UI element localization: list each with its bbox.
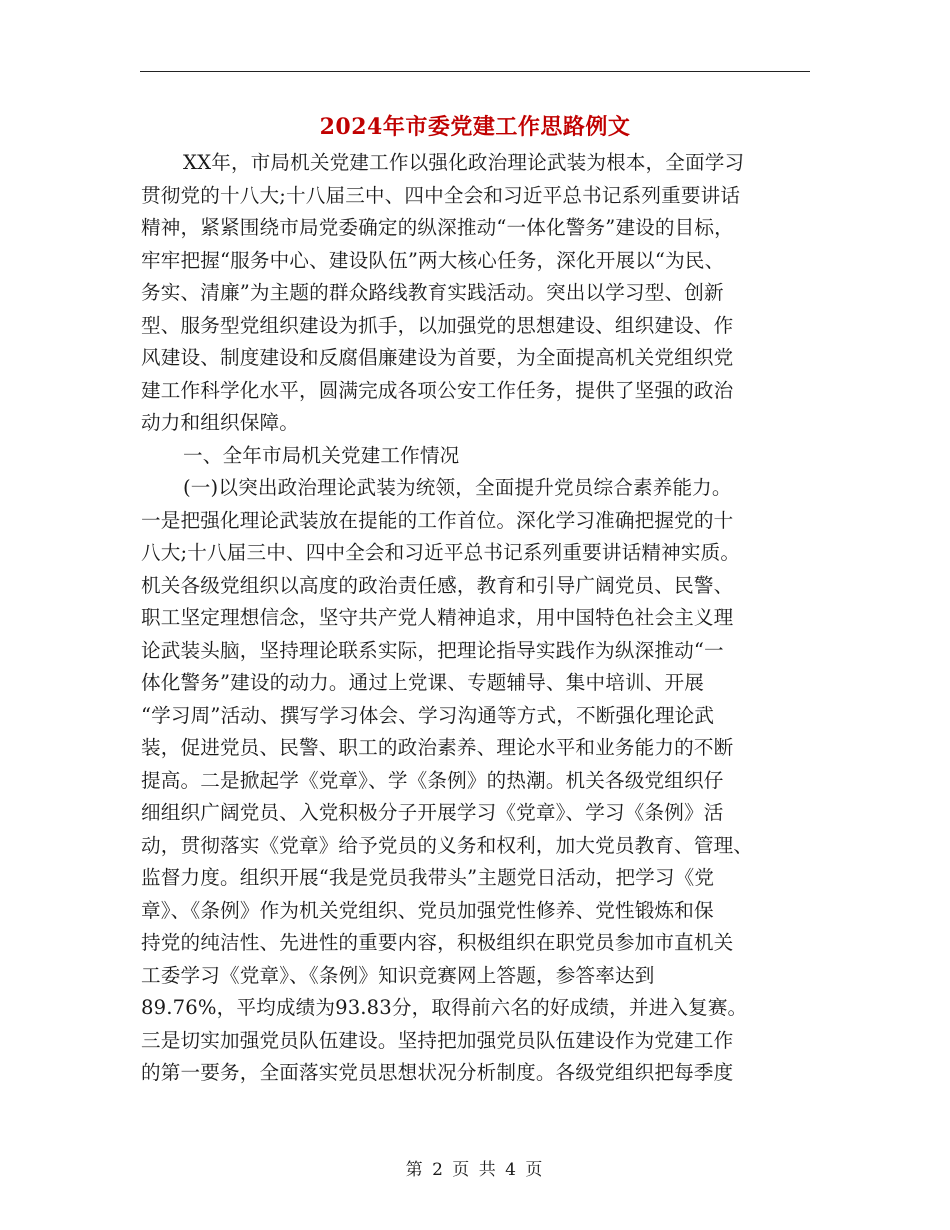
body-line: 机关各级党组织以高度的政治责任感，教育和引导广阔党员、民警、 [141,573,734,597]
body-line: 精神，紧紧围绕市局党委确定的纵深推动“一体化警务”建设的目标， [141,216,734,239]
body-line: 监督力度。组织开展“我是党员我带头”主题党日活动，把学习《党 [141,866,715,889]
body-line: “学习周”活动、撰写学习体会、学习沟通等方式，不断强化理论武 [141,703,715,727]
body-line: XX年，市局机关党建工作以强化政治理论武装为根本，全面学习 [183,151,745,174]
body-line: 持党的纯洁性、先进性的重要内容，积极组织在职党员参加市直机关 [141,931,734,954]
body-line: 型、服务型党组织建设为抓手，以加强党的思想建设、组织建设、作 [141,313,734,337]
body-line: 风建设、制度建设和反腐倡廉建设为首要，为全面提高机关党组织党 [141,346,734,369]
body-line: 的第一要务，全面落实党员思想状况分析制度。各级党组织把每季度 [141,1061,734,1084]
body-line: 八大;十八届三中、四中全会和习近平总书记系列重要讲话精神实质。 [141,541,741,564]
body-line: 装，促进党员、民警、职工的政治素养、理论水平和业务能力的不断 [141,736,734,759]
body-line: 章》、《条例》作为机关党组织、党员加强党性修养、党性锻炼和保 [141,898,714,922]
body-line: 务实、清廉”为主题的群众路线教育实践活动。突出以学习型、创新 [141,281,724,304]
body-line: 提高。二是掀起学《党章》、学《条例》的热潮。机关各级党组织仔 [141,768,724,792]
body-line: 牢牢把握“服务中心、建设队伍”两大核心任务，深化开展以“为民、 [141,248,725,272]
body-line: 贯彻党的十八大;十八届三中、四中全会和习近平总书记系列重要讲话 [141,183,741,207]
header-rule [140,71,810,72]
section-heading: 一、全年市局机关党建工作情况 [183,443,460,467]
body-line: 职工坚定理想信念，坚守共产党人精神追求，用中国特色社会主义理 [141,606,734,629]
body-line: 动，贯彻落实《党章》给予党员的义务和权利，加大党员教育、管理、 [141,833,754,857]
body-line: 体化警务”建设的动力。通过上党课、专题辅导、集中培训、开展 [141,671,704,694]
body-line: 一是把强化理论武装放在提能的工作首位。深化学习准确把握党的十 [141,508,734,532]
body-line: 建工作科学化水平，圆满完成各项公安工作任务，提供了坚强的政治 [141,378,734,402]
body-line: 动力和组织保障。 [141,411,299,434]
body-line: 89.76%，平均成绩为93.83分，取得前六名的好成绩，并进入复赛。 [141,996,748,1019]
document-title: 2024年市委党建工作思路例文 [319,114,631,140]
page-footer: 第 2 页 共 4 页 [405,1160,545,1180]
body-line: 工委学习《党章》、《条例》知识竞赛网上答题，参答率达到 [141,963,655,987]
body-line: 三是切实加强党员队伍建设。坚持把加强党员队伍建设作为党建工作 [141,1028,734,1052]
body-line: 论武装头脑，坚持理论联系实际，把理论指导实践作为纵深推动“一 [141,638,724,662]
document-body [141,147,813,1090]
subsection-heading: (一)以突出政治理论武装为统领，全面提升党员综合素养能力。 [183,476,732,499]
body-line: 细组织广阔党员、入党积极分子开展学习《党章》、学习《条例》活 [141,801,724,824]
